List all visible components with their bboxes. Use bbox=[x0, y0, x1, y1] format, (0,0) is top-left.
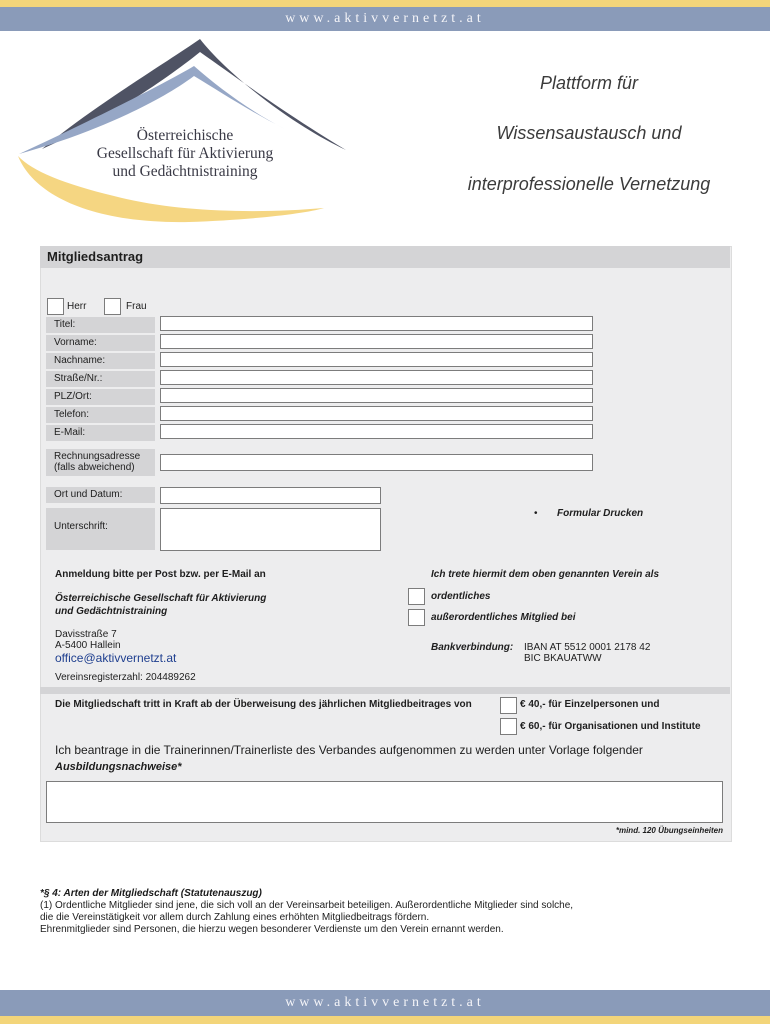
titel-label: Titel: bbox=[46, 317, 155, 333]
vorname-input[interactable] bbox=[160, 334, 593, 349]
rechnungsadresse-label-line2: (falls abweichend) bbox=[54, 462, 135, 473]
telefon-input[interactable] bbox=[160, 406, 593, 421]
email-input[interactable] bbox=[160, 424, 593, 439]
fee-organisation-checkbox[interactable] bbox=[500, 718, 517, 735]
rechnungsadresse-label bbox=[46, 449, 155, 476]
nachname-label: Nachname: bbox=[46, 353, 155, 369]
statute-line2: die die Vereinstätigkeit vor allem durch Zahlung eines erhöhten Mitgliedbeitrags fördern. bbox=[40, 912, 430, 923]
form-title-bar bbox=[40, 246, 730, 268]
statute-heading: *§ 4: Arten der Mitgliedschaft (Statutenauszug) bbox=[40, 888, 262, 899]
vorname-label: Vorname: bbox=[46, 335, 155, 351]
ort-datum-input[interactable] bbox=[160, 487, 381, 504]
tagline-line1: Plattform für bbox=[539, 73, 639, 93]
strasse-input[interactable] bbox=[160, 370, 593, 385]
bank-label: Bankverbindung: bbox=[431, 642, 514, 653]
footer-url: www.aktivvernetzt.at bbox=[285, 995, 485, 1010]
ausbildungsnachweise-textarea[interactable] bbox=[46, 781, 723, 823]
unterschrift-label: Unterschrift: bbox=[46, 508, 155, 550]
ausserordentlich-checkbox[interactable] bbox=[408, 609, 425, 626]
footer-url-bar bbox=[0, 990, 770, 1016]
header-url-bar bbox=[0, 7, 770, 31]
iban: IBAN AT 5512 0001 2178 42 bbox=[524, 642, 651, 653]
bic: BIC BKAUATWW bbox=[524, 653, 602, 664]
vereinsregister: Vereinsregisterzahl: 204489262 bbox=[55, 672, 196, 683]
statute-line3: Ehrenmitglieder sind Personen, die hierzu wegen besonderer Verdienste um den Verein ernannt werden. bbox=[40, 924, 504, 935]
bottom-accent-stripe bbox=[0, 1016, 770, 1024]
unterschrift-input[interactable] bbox=[160, 508, 381, 551]
print-bullet: • bbox=[534, 508, 538, 519]
fee-individual-label: € 40,- für Einzelpersonen und bbox=[520, 699, 660, 710]
contact-email-link[interactable]: office@aktivvernetzt.at bbox=[55, 651, 177, 665]
ordentlich-checkbox[interactable] bbox=[408, 588, 425, 605]
tagline-line2: Wissensaustausch und bbox=[496, 123, 682, 143]
logo-text-line3: und Gedächtnistraining bbox=[112, 163, 258, 180]
frau-checkbox[interactable] bbox=[104, 298, 121, 315]
fee-individual-checkbox[interactable] bbox=[500, 697, 517, 714]
plz-ort-input[interactable] bbox=[160, 388, 593, 403]
herr-label: Herr bbox=[67, 301, 87, 312]
herr-checkbox[interactable] bbox=[47, 298, 64, 315]
form-title: Mitgliedsantrag bbox=[47, 249, 144, 264]
email-label: E-Mail: bbox=[46, 425, 155, 441]
org-name-line1: Österreichische Gesellschaft für Aktivierung bbox=[55, 593, 267, 604]
trainer-text: Ich beantrage in die Trainerinnen/Trainerliste des Verbandes aufgenommen zu werden unter Vorlage folgender bbox=[55, 743, 643, 757]
titel-input[interactable] bbox=[160, 316, 593, 331]
anmeldung-text: Anmeldung bitte per Post bzw. per E-Mail an bbox=[55, 569, 266, 580]
frau-label: Frau bbox=[126, 301, 147, 312]
ausserordentlich-label: außerordentliches Mitglied bei bbox=[431, 612, 576, 623]
org-name-line2: und Gedächtnistraining bbox=[55, 606, 168, 617]
rechnungsadresse-label-line1: Rechnungsadresse bbox=[54, 451, 141, 462]
statute-line1: (1) Ordentliche Mitglieder sind jene, die sich voll an der Vereinsarbeit beteiligen. Außerordentliche Mitglieder sind solche, bbox=[40, 900, 574, 911]
ort-datum-label: Ort und Datum: bbox=[46, 487, 155, 503]
telefon-label: Telefon: bbox=[46, 407, 155, 423]
logo-text-line2: Gesellschaft für Aktivierung bbox=[96, 145, 274, 162]
tagline-line3: interprofessionelle Vernetzung bbox=[467, 174, 711, 194]
fee-text: Die Mitgliedschaft tritt in Kraft ab der Überweisung des jährlichen Mitgliedbeitrages von bbox=[55, 699, 472, 710]
trainer-heading: Ausbildungsnachweise* bbox=[55, 761, 182, 773]
trainer-note: *mind. 120 Übungseinheiten bbox=[615, 826, 723, 835]
rechnungsadresse-input[interactable] bbox=[160, 454, 593, 471]
section-divider bbox=[40, 687, 730, 694]
ordentlich-label: ordentliches bbox=[431, 591, 491, 602]
print-form-button[interactable]: Formular Drucken bbox=[557, 508, 644, 519]
strasse-label: Straße/Nr.: bbox=[46, 371, 155, 387]
plz-ort-label: PLZ/Ort: bbox=[46, 389, 155, 405]
top-accent-stripe bbox=[0, 0, 770, 7]
fee-organisation-label: € 60,- für Organisationen und Institute bbox=[520, 721, 701, 732]
logo-text-line1: Österreichische bbox=[136, 127, 234, 144]
header-url: www.aktivvernetzt.at bbox=[285, 11, 485, 26]
nachname-input[interactable] bbox=[160, 352, 593, 367]
address-city: A-5400 Hallein bbox=[55, 640, 121, 651]
address-street: Davisstraße 7 bbox=[55, 629, 117, 640]
membership-intro: Ich trete hiermit dem oben genannten Verein als bbox=[431, 569, 660, 580]
